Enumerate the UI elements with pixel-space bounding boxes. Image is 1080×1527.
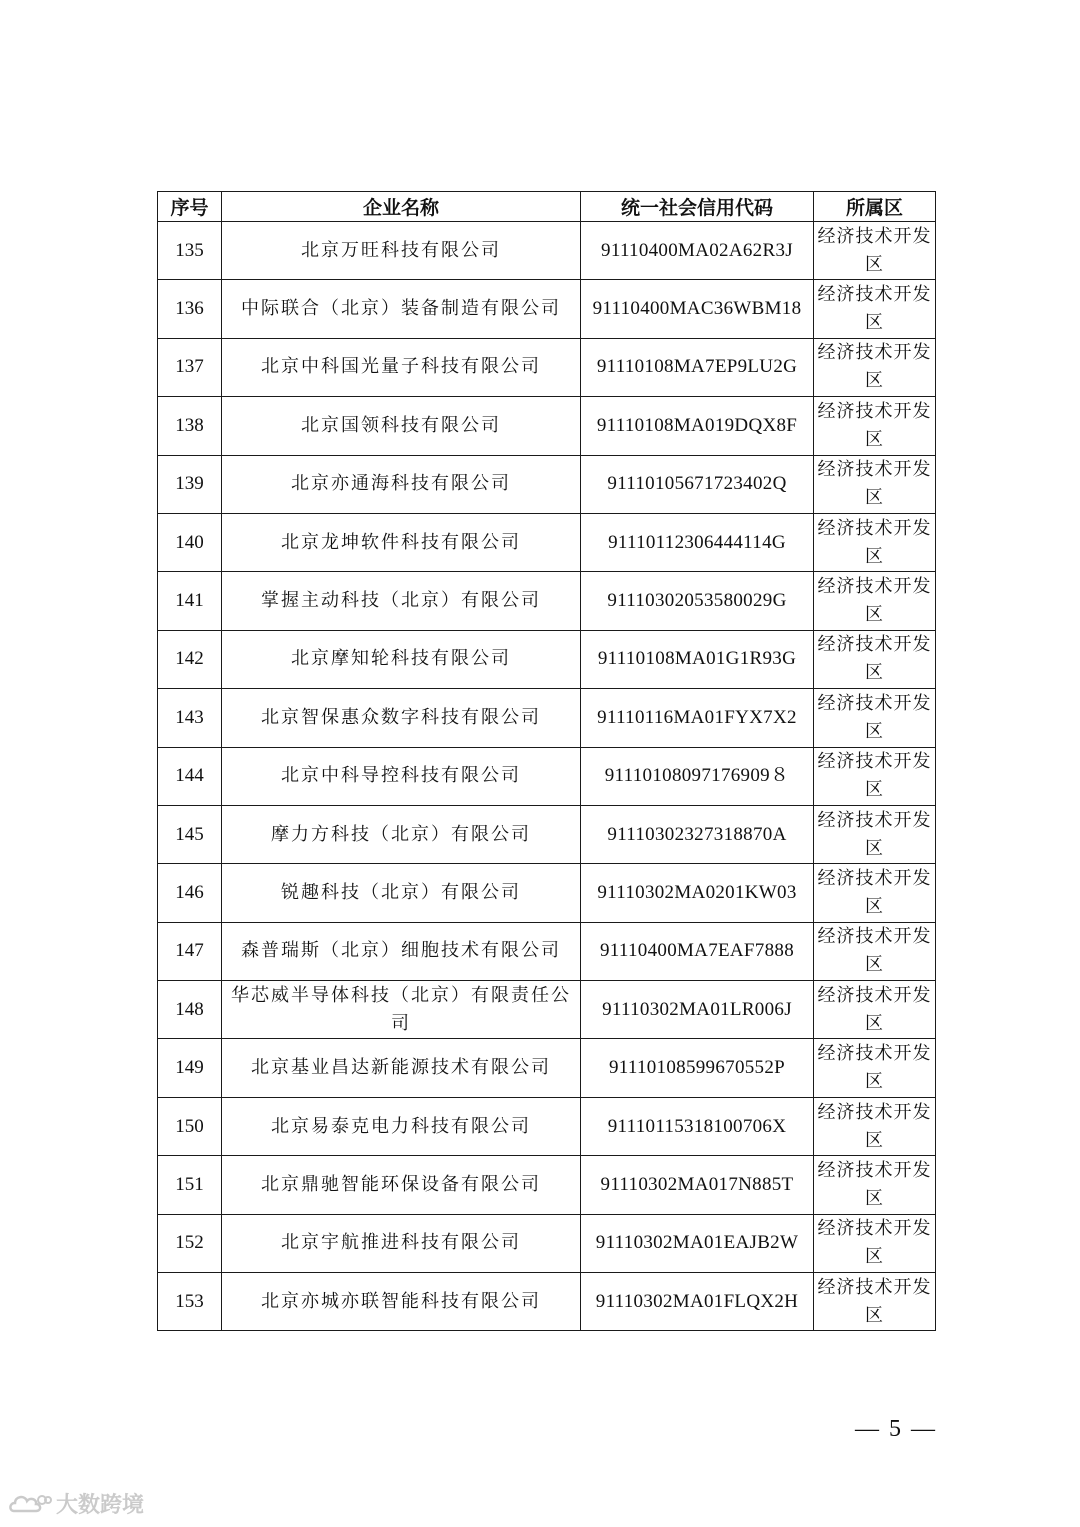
- cell-name: 锐趣科技（北京）有限公司: [222, 864, 581, 922]
- cell-name: 北京宇航推进科技有限公司: [222, 1214, 581, 1272]
- table-row: [158, 513, 936, 571]
- cell-name: 北京中科国光量子科技有限公司: [222, 338, 581, 396]
- table-row: [158, 1039, 936, 1097]
- cell-code: 91110112306444114G: [581, 513, 814, 571]
- cell-name: 森普瑞斯（北京）细胞技术有限公司: [222, 922, 581, 980]
- cell-code: 91110108097176909８: [581, 747, 814, 805]
- table-row: [158, 747, 936, 805]
- cell-district: 经济技术开发区: [814, 513, 936, 571]
- table-row: [158, 338, 936, 396]
- cell-name: 华芯威半导体科技（北京）有限责任公司: [222, 981, 581, 1039]
- cell-district: 经济技术开发区: [814, 1039, 936, 1097]
- table-body: [158, 222, 936, 1331]
- cell-name: 掌握主动科技（北京）有限公司: [222, 572, 581, 630]
- cell-code: 91110108599670552P: [581, 1039, 814, 1097]
- table-row: [158, 222, 936, 280]
- cell-district: 经济技术开发区: [814, 1273, 936, 1331]
- cell-code: 91110302327318870A: [581, 805, 814, 863]
- cell-code: 91110400MAC36WBM18: [581, 280, 814, 338]
- cell-no: 145: [158, 805, 222, 863]
- table-header-row: [158, 192, 936, 222]
- cell-name: 北京智保惠众数字科技有限公司: [222, 689, 581, 747]
- cell-name: 中际联合（北京）装备制造有限公司: [222, 280, 581, 338]
- cell-no: 142: [158, 630, 222, 688]
- cell-district: 经济技术开发区: [814, 630, 936, 688]
- cell-district: 经济技术开发区: [814, 864, 936, 922]
- table-row: [158, 1156, 936, 1214]
- watermark-text: 大数跨境: [56, 1493, 145, 1518]
- cell-no: 135: [158, 222, 222, 280]
- cell-name: 北京亦通海科技有限公司: [222, 455, 581, 513]
- cell-no: 153: [158, 1273, 222, 1331]
- table-row: [158, 805, 936, 863]
- cell-name: 北京中科导控科技有限公司: [222, 747, 581, 805]
- header-name: 企业名称: [222, 192, 581, 222]
- cell-district: 经济技术开发区: [814, 747, 936, 805]
- cell-no: 151: [158, 1156, 222, 1214]
- cell-district: 经济技术开发区: [814, 1156, 936, 1214]
- cell-district: 经济技术开发区: [814, 805, 936, 863]
- cell-code: 91110108MA01G1R93G: [581, 630, 814, 688]
- cell-district: 经济技术开发区: [814, 1097, 936, 1155]
- page-number: — 5 —: [855, 1416, 937, 1442]
- table-row: [158, 1273, 936, 1331]
- cell-code: 91110108MA019DQX8F: [581, 397, 814, 455]
- cloud-logo-icon: [8, 1491, 52, 1517]
- cell-no: 140: [158, 513, 222, 571]
- table-row: [158, 280, 936, 338]
- cell-no: 137: [158, 338, 222, 396]
- table-row: [158, 922, 936, 980]
- cell-code: 91110302MA01LR006J: [581, 981, 814, 1039]
- cell-code: 91110116MA01FYX7X2: [581, 689, 814, 747]
- cell-district: 经济技术开发区: [814, 572, 936, 630]
- cell-no: 150: [158, 1097, 222, 1155]
- cell-code: 91110115318100706X: [581, 1097, 814, 1155]
- cell-code: 91110302053580029G: [581, 572, 814, 630]
- table-row: [158, 1097, 936, 1155]
- cell-no: 136: [158, 280, 222, 338]
- cell-district: 经济技术开发区: [814, 397, 936, 455]
- cell-no: 139: [158, 455, 222, 513]
- cell-name: 北京摩知轮科技有限公司: [222, 630, 581, 688]
- table-row: [158, 981, 936, 1039]
- table-row: [158, 864, 936, 922]
- cell-name: 北京易泰克电力科技有限公司: [222, 1097, 581, 1155]
- cell-no: 141: [158, 572, 222, 630]
- table-row: [158, 572, 936, 630]
- watermark: [8, 1488, 144, 1519]
- cell-name: 北京基业昌达新能源技术有限公司: [222, 1039, 581, 1097]
- table-row: [158, 455, 936, 513]
- table-row: [158, 689, 936, 747]
- cell-district: 经济技术开发区: [814, 222, 936, 280]
- cell-no: 138: [158, 397, 222, 455]
- cell-code: 91110400MA7EAF7888: [581, 922, 814, 980]
- cell-code: 91110302MA01EAJB2W: [581, 1214, 814, 1272]
- cell-name: 北京鼎驰智能环保设备有限公司: [222, 1156, 581, 1214]
- cell-district: 经济技术开发区: [814, 981, 936, 1039]
- cell-district: 经济技术开发区: [814, 455, 936, 513]
- enterprise-table: [157, 191, 936, 1331]
- cell-district: 经济技术开发区: [814, 689, 936, 747]
- cell-district: 经济技术开发区: [814, 338, 936, 396]
- enterprise-table-container: [157, 191, 935, 1331]
- cell-code: 91110302MA017N885T: [581, 1156, 814, 1214]
- cell-no: 149: [158, 1039, 222, 1097]
- cell-no: 144: [158, 747, 222, 805]
- cell-code: 91110400MA02A62R3J: [581, 222, 814, 280]
- header-code: 统一社会信用代码: [581, 192, 814, 222]
- table-row: [158, 630, 936, 688]
- cell-name: 摩力方科技（北京）有限公司: [222, 805, 581, 863]
- cell-no: 148: [158, 981, 222, 1039]
- cell-no: 147: [158, 922, 222, 980]
- cell-no: 146: [158, 864, 222, 922]
- header-no: 序号: [158, 192, 222, 222]
- cell-name: 北京龙坤软件科技有限公司: [222, 513, 581, 571]
- cell-no: 152: [158, 1214, 222, 1272]
- cell-code: 91110302MA0201KW03: [581, 864, 814, 922]
- cell-code: 91110302MA01FLQX2H: [581, 1273, 814, 1331]
- cell-code: 91110105671723402Q: [581, 455, 814, 513]
- cell-district: 经济技术开发区: [814, 1214, 936, 1272]
- header-district: 所属区: [814, 192, 936, 222]
- table-row: [158, 1214, 936, 1272]
- cell-name: 北京万旺科技有限公司: [222, 222, 581, 280]
- cell-name: 北京国领科技有限公司: [222, 397, 581, 455]
- cell-name: 北京亦城亦联智能科技有限公司: [222, 1273, 581, 1331]
- cell-district: 经济技术开发区: [814, 280, 936, 338]
- cell-code: 91110108MA7EP9LU2G: [581, 338, 814, 396]
- cell-no: 143: [158, 689, 222, 747]
- table-row: [158, 397, 936, 455]
- cell-district: 经济技术开发区: [814, 922, 936, 980]
